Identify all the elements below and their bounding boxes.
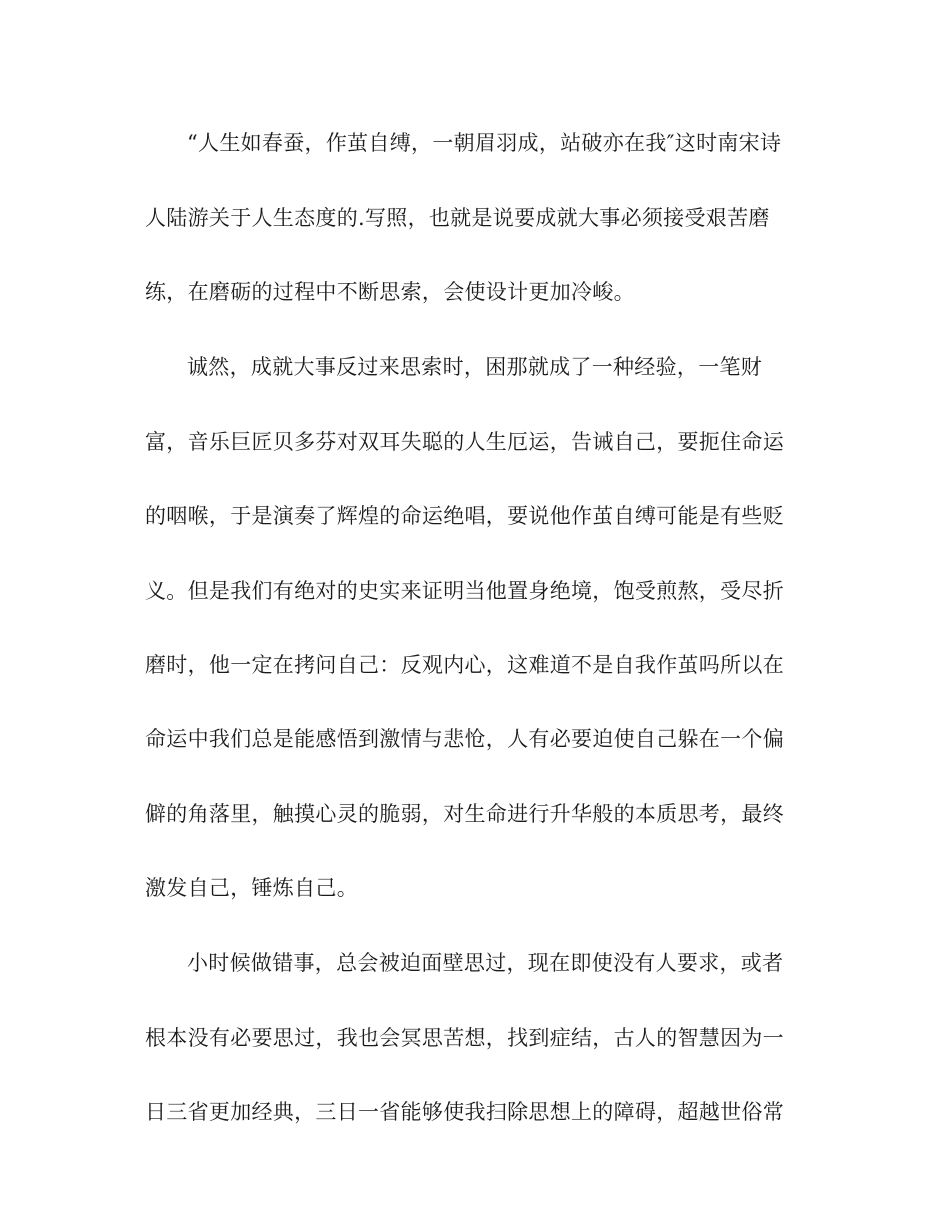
text-line: 诚然，成就大事反过来思索时，困那就成了一种经验，一笔财 [187, 355, 763, 379]
text-line: 根本没有必要思过，我也会冥思苦想，找到症结，古人的智慧因为一 [145, 1026, 784, 1050]
text-line: 小时候做错事，总会被迫面壁思过，现在即使没有人要求，或者 [187, 951, 784, 975]
text-line: 僻的角落里，触摸心灵的脆弱，对生命进行升华般的本质思考，最终 [145, 802, 784, 826]
text-line: 日三省更加经典，三日一省能够使我扫除思想上的障碍，超越世俗常 [145, 1100, 784, 1124]
text-line: 激发自己，锤炼自己。 [145, 876, 358, 900]
text-line: 的咽喉，于是演奏了辉煌的命运绝唱，要说他作茧自缚可能是有些贬 [145, 504, 784, 528]
text-line: 练，在磨砺的过程中不断思索，会使设计更加冷峻。 [145, 280, 635, 304]
text-line: 富，音乐巨匠贝多芬对双耳失聪的人生厄运，告诫自己，要扼住命运 [145, 430, 784, 454]
text-line: 人陆游关于人生态度的.写照，也就是说要成就大事必须接受艰苦磨 [145, 206, 770, 230]
text-line: 命运中我们总是能感悟到激情与悲怆，人有必要迫使自己躲在一个偏 [145, 727, 784, 751]
text-line: “人生如春蚕，作茧自缚，一朝眉羽成，站破亦在我″这时南宋诗 [187, 131, 782, 155]
text-line: 磨时，他一定在拷问自己：反观内心，这难道不是自我作茧吗所以在 [145, 653, 784, 677]
text-line: 义。但是我们有绝对的史实来证明当他置身绝境，饱受煎熬，受尽折 [145, 579, 784, 603]
